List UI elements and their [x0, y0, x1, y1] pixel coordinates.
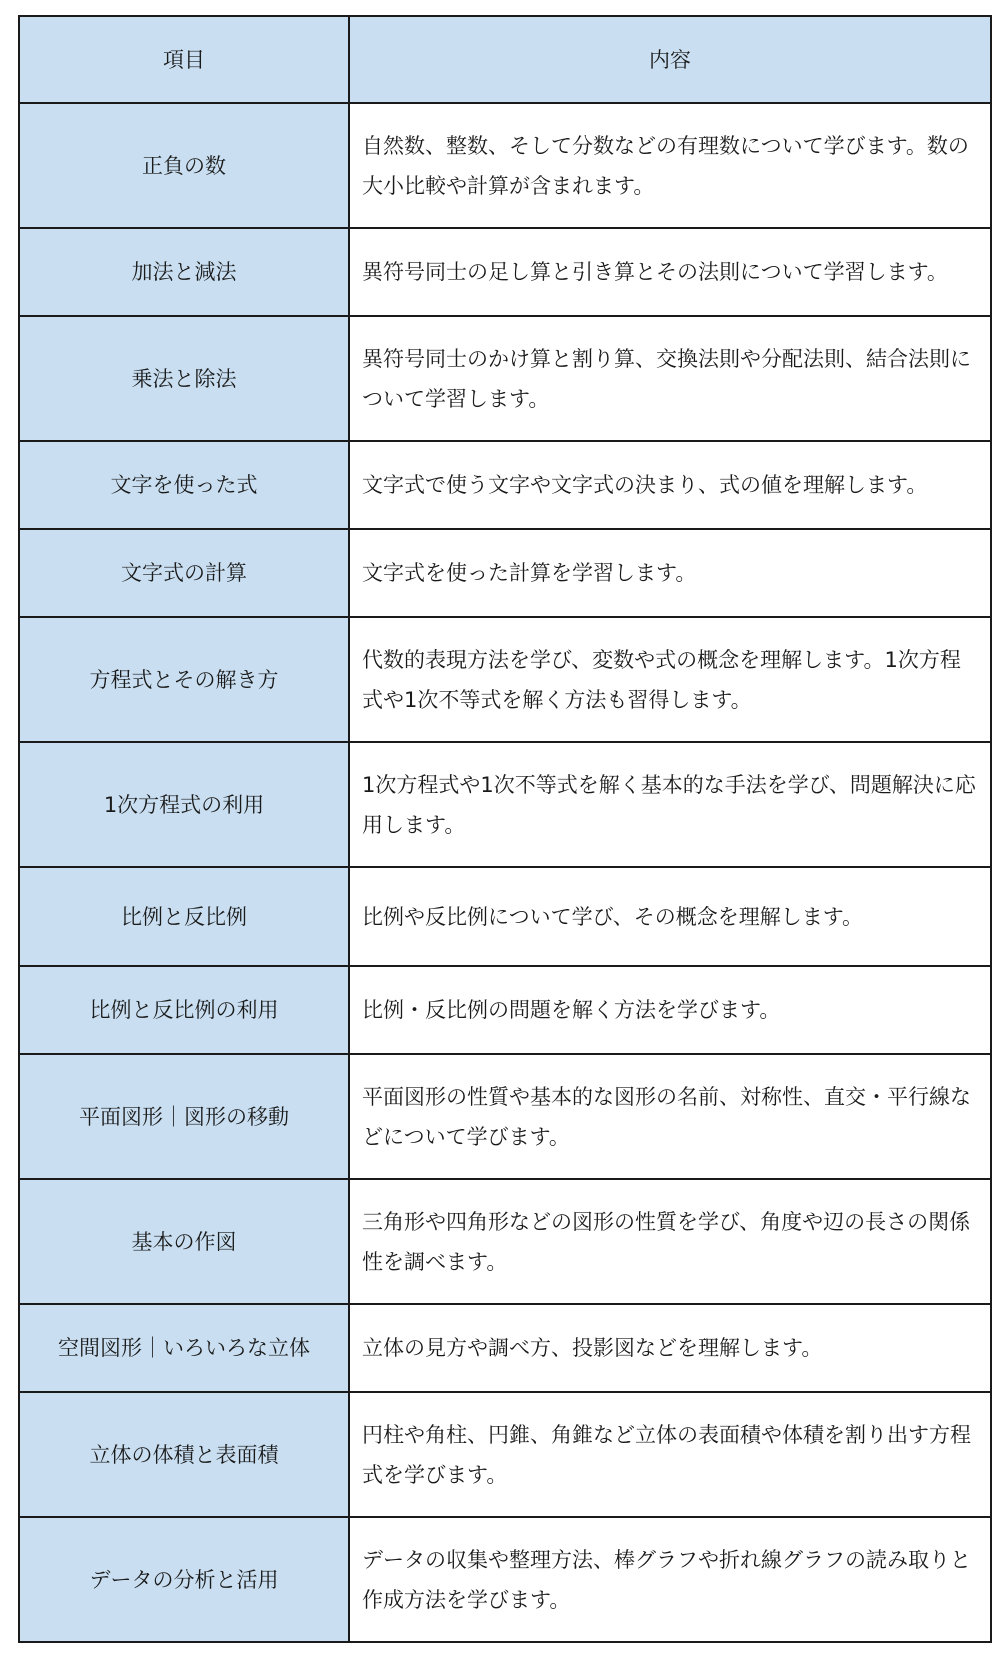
table-row	[19, 103, 991, 228]
row-item-cell: 比例と反比例の利用	[19, 966, 349, 1054]
row-description-cell: 円柱や角柱、円錐、角錐など立体の表面積や体積を割り出す方程式を学びます。	[349, 1392, 991, 1517]
row-description-cell: 文字式で使う文字や文字式の決まり、式の値を理解します。	[349, 441, 991, 529]
row-description-cell: 比例や反比例について学び、その概念を理解します。	[349, 867, 991, 966]
row-item-cell: 平面図形｜図形の移動	[19, 1054, 349, 1179]
row-description-cell: 代数的表現方法を学び、変数や式の概念を理解します。1次方程式や1次不等式を解く方法も習得します。	[349, 617, 991, 742]
table-row	[19, 617, 991, 742]
row-item-cell: 1次方程式の利用	[19, 742, 349, 867]
table-row	[19, 1304, 991, 1392]
row-description-cell: データの収集や整理方法、棒グラフや折れ線グラフの読み取りと作成方法を学びます。	[349, 1517, 991, 1642]
column-header-item: 項目	[19, 16, 349, 103]
table-row	[19, 966, 991, 1054]
row-item-cell: 方程式とその解き方	[19, 617, 349, 742]
row-description-cell: 比例・反比例の問題を解く方法を学びます。	[349, 966, 991, 1054]
row-item-cell: 文字を使った式	[19, 441, 349, 529]
table-row	[19, 1054, 991, 1179]
table-row	[19, 316, 991, 441]
table-row	[19, 1392, 991, 1517]
row-item-cell: 立体の体積と表面積	[19, 1392, 349, 1517]
table-row	[19, 529, 991, 617]
table-row	[19, 441, 991, 529]
table-row	[19, 867, 991, 966]
table-row	[19, 742, 991, 867]
table-header-row	[19, 16, 991, 103]
row-description-cell: 1次方程式や1次不等式を解く基本的な手法を学び、問題解決に応用します。	[349, 742, 991, 867]
row-description-cell: 異符号同士のかけ算と割り算、交換法則や分配法則、結合法則について学習します。	[349, 316, 991, 441]
row-item-cell: 比例と反比例	[19, 867, 349, 966]
row-item-cell: データの分析と活用	[19, 1517, 349, 1642]
curriculum-table	[18, 15, 992, 1643]
row-item-cell: 空間図形｜いろいろな立体	[19, 1304, 349, 1392]
row-description-cell: 文字式を使った計算を学習します。	[349, 529, 991, 617]
table-row	[19, 1179, 991, 1304]
row-item-cell: 文字式の計算	[19, 529, 349, 617]
row-description-cell: 異符号同士の足し算と引き算とその法則について学習します。	[349, 228, 991, 316]
row-item-cell: 正負の数	[19, 103, 349, 228]
row-item-cell: 乗法と除法	[19, 316, 349, 441]
row-item-cell: 基本の作図	[19, 1179, 349, 1304]
row-description-cell: 自然数、整数、そして分数などの有理数について学びます。数の大小比較や計算が含まれます。	[349, 103, 991, 228]
row-description-cell: 立体の見方や調べ方、投影図などを理解します。	[349, 1304, 991, 1392]
table-row	[19, 1517, 991, 1642]
row-description-cell: 平面図形の性質や基本的な図形の名前、対称性、直交・平行線などについて学びます。	[349, 1054, 991, 1179]
row-description-cell: 三角形や四角形などの図形の性質を学び、角度や辺の長さの関係性を調べます。	[349, 1179, 991, 1304]
row-item-cell: 加法と減法	[19, 228, 349, 316]
column-header-content: 内容	[349, 16, 991, 103]
table-row	[19, 228, 991, 316]
